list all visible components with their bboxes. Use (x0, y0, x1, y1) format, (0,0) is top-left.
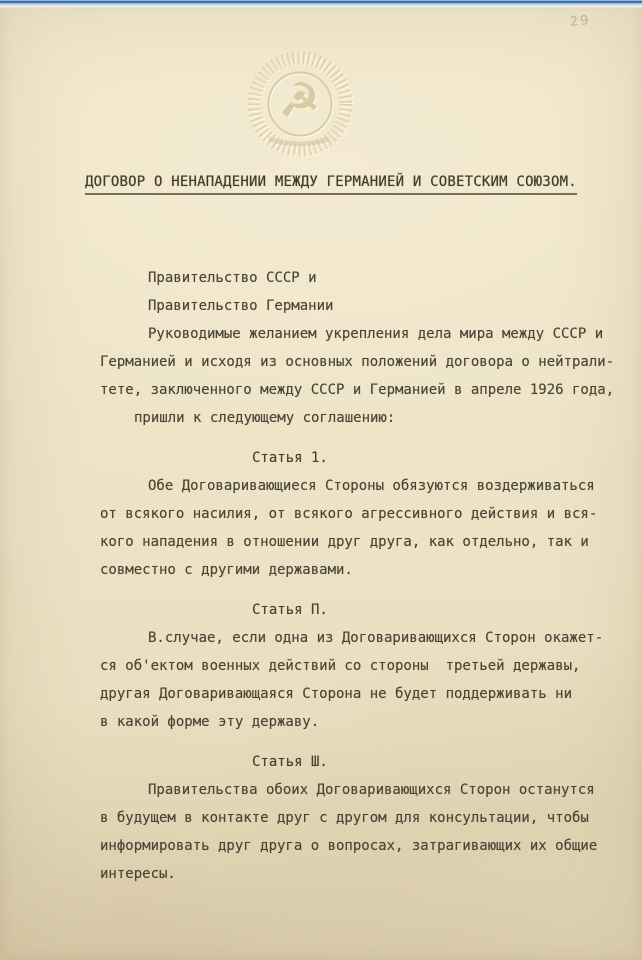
intro-line: Правительство Германии (148, 298, 334, 314)
embossed-state-seal (240, 44, 360, 164)
intro-line: тете, заключенного между СССР и Германией в апреле 1926 года, (100, 382, 615, 398)
intro-line: Правительство СССР и (148, 270, 317, 286)
article-2-heading: Статья П. (252, 602, 328, 618)
intro-line: Германией и исходя из основных положений договора о нейтрали- (100, 354, 615, 370)
article-1-line: от всякого насилия, от всякого агрессивного действия и вся- (100, 506, 598, 522)
window-top-edge (0, 0, 642, 8)
intro-line: Руководимые желанием укрепления дела мира между СССР и (148, 326, 604, 342)
document-body (100, 264, 630, 888)
intro-line: пришли к следующему соглашению: (134, 410, 396, 426)
article-1-heading: Статья 1. (252, 450, 328, 466)
article-2-line: в какой форме эту державу. (100, 714, 320, 730)
article-2-line: ся об'ектом военных действий со стороны третьей державы, (100, 658, 581, 674)
article-3-line: информировать друг друга о вопросах, затрагивающих их общие (100, 838, 598, 854)
article-3-line: Правительства обоих Договаривающихся Сторон останутся (148, 782, 595, 798)
pencil-page-number: 29 (569, 12, 592, 31)
hammer-and-sickle-icon: ☭ (279, 74, 321, 128)
article-3-line: интересы. (100, 866, 176, 882)
article-3-heading: Статья Ш. (252, 754, 328, 770)
article-1-line: кого нападения в отношении друг друга, как отдельно, так и (100, 534, 589, 550)
document-title: ДОГОВОР О НЕНАПАДЕНИИ МЕЖДУ ГЕРМАНИЕЙ И СОВЕТСКИМ СОЮЗОМ. (85, 174, 577, 195)
article-2-line: В.случае, если одна из Договаривающихся Сторон окажет- (148, 630, 604, 646)
article-1-line: Обе Договаривающиеся Стороны обязуются воздерживаться (148, 478, 595, 494)
article-3-line: в будущем в контакте друг с другом для консультации, чтобы (100, 810, 589, 826)
article-1-line: совместно с другими державами. (100, 562, 353, 578)
article-2-line: другая Договаривающаяся Сторона не будет поддерживать ни (100, 686, 573, 702)
